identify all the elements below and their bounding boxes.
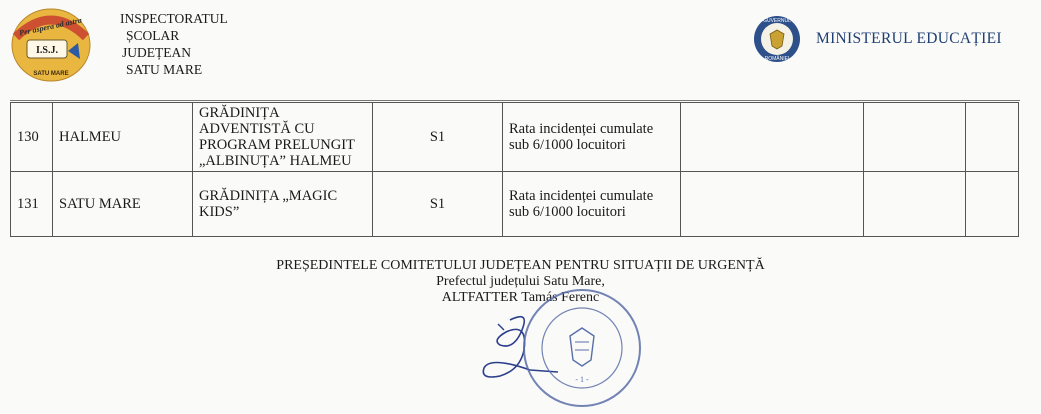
criterion-cell: Rata incidenței cumulate sub 6/1000 locuitori [503,172,681,237]
scenario-cell: S1 [373,172,503,237]
footer-role: Prefectul județului Satu Mare, [436,274,605,289]
unit-cell: GRĂDINIȚA ADVENTISTĂ CU PROGRAM PRELUNGIT „ALBINUȚA” HALMEU [193,103,373,172]
ministry-header [752,14,1022,64]
empty-cell [681,172,864,237]
isj-logo-icon [10,7,92,83]
isj-city: SATU MARE [33,71,69,77]
table-row [11,103,1019,172]
unit-cell: GRĂDINIȚA „MAGIC KIDS” [193,172,373,237]
institution-line: INSPECTORATUL [120,11,228,26]
isj-motto: Per aspera ad astra [18,15,83,38]
footer-name: ALTFATTER Tamás Ferenc [441,290,600,305]
institution-name [120,10,228,78]
empty-cell [681,103,864,172]
locality-cell: HALMEU [53,103,193,172]
gov-seal-icon [752,14,802,64]
table-row [11,172,1019,237]
criterion-cell: Rata incidenței cumulate sub 6/1000 locuitori [503,103,681,172]
row-number: 130 [11,103,53,172]
empty-cell [864,103,966,172]
gov-seal-text-bottom: ROMÂNIEI [764,56,790,62]
institution-line: JUDEȚEAN [122,45,191,60]
empty-cell [864,172,966,237]
empty-cell [966,172,1019,237]
empty-cell [966,103,1019,172]
institution-line: SATU MARE [126,62,203,77]
official-stamp-icon [520,286,645,411]
schools-table [10,102,1019,237]
stamp-number: - 1 - [575,375,589,384]
isj-header [10,4,240,84]
scenario-cell: S1 [373,103,503,172]
locality-cell: SATU MARE [53,172,193,237]
institution-line: ȘCOLAR [126,28,180,43]
ministry-name: MINISTERUL EDUCAȚIEI [816,30,1002,47]
row-number: 131 [11,172,53,237]
footer-title: PREȘEDINTELE COMITETULUI JUDEȚEAN PENTRU SITUAȚII DE URGENȚĂ [276,258,765,273]
isj-initials: I.S.J. [36,45,58,56]
gov-seal-text-top: GUVERNUL [763,18,791,24]
header-divider [10,100,1020,101]
